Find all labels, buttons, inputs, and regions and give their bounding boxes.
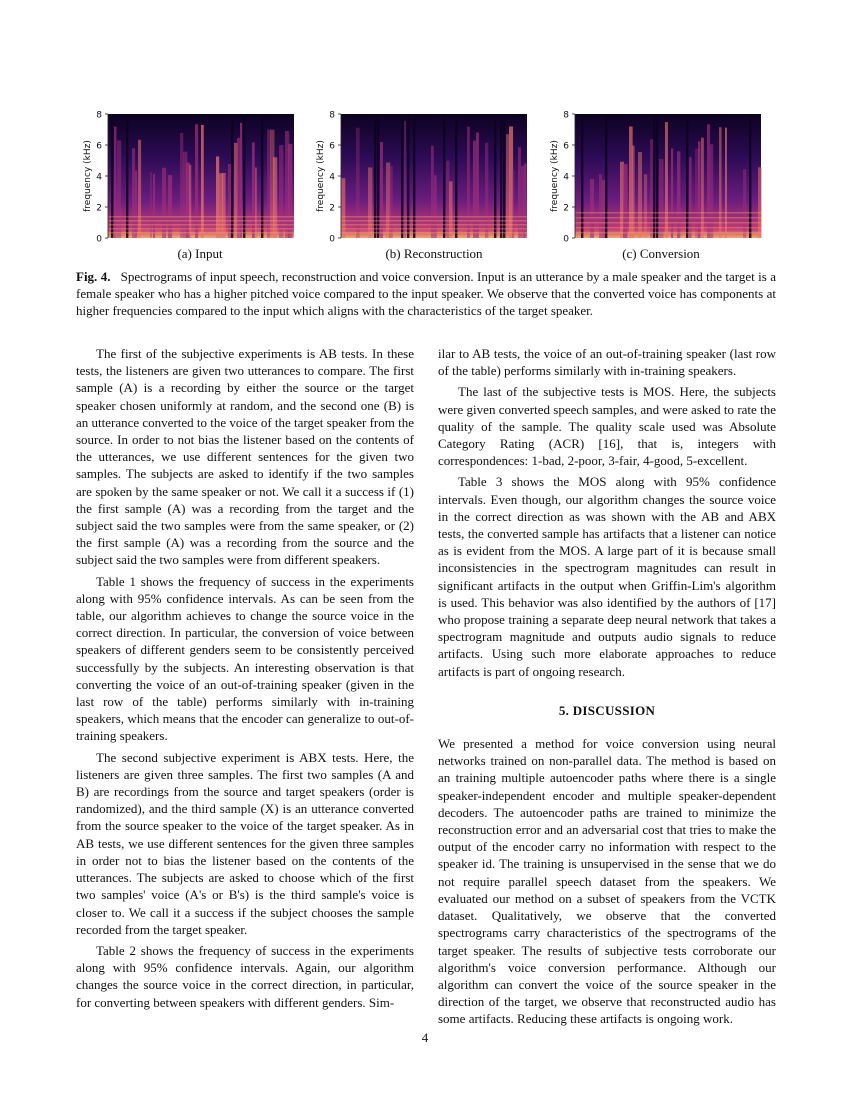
- y-tick-label: 0: [563, 234, 569, 245]
- y-tick-label: 2: [563, 203, 569, 214]
- y-tick-label: 6: [563, 141, 569, 152]
- spectrogram-image: [341, 114, 527, 238]
- y-tick-label: 6: [329, 141, 335, 152]
- y-tick-label: 4: [563, 172, 569, 183]
- subcaption-conversion: (c) Conversion: [622, 246, 700, 261]
- y-tick-label: 4: [329, 172, 335, 183]
- spectrogram-image: [575, 114, 762, 238]
- page-number: 4: [421, 1030, 429, 1045]
- y-tick-label: 0: [96, 234, 102, 245]
- section-heading-discussion: 5. DISCUSSION: [558, 702, 656, 718]
- paragraph-discussion: We presented a method for voice conversion using neural networks trained on non-parallel data. The method is based on an training multiple autoencoder paths where there is a single speaker-independent encoder and multiple speaker-dependent decoders. The autoencoder paths are trained to minimize the reconstruction error and an adversarial cost that tries to make the output of the encoder carry no information with respect to the speaker id. The training is unsupervised in the sense that we do not require parallel speech dataset from the speakers. We evaluated our method on a subset of speakers from the VCTK dataset. Qualitatively, we observe that the converted spectrograms carry characteristics of the spectrograms of the target speaker. The results of subjective tests corroborate our algorithm's voice conversion performance. Although our algorithm can convert the voice of the source speaker in the direction of the target, we observe that reconstructed audio has some artifacts. Reducing these artifacts is ongoing work.: [438, 736, 776, 1027]
- paragraph-ab-tests: The first of the subjective experiments is AB tests. In these tests, the listeners are given two utterances to compare. The first sample (A) is a recording by either the source or the target speaker chosen uniformly at random, and the second one (B) is an utterance converted to the voice of the target speaker from the source. In order to not bias the listener based on the contents of the utterances, we use different sentences for the given two samples. The subjects are asked to identify if the two samples are spoken by the same speaker or not. We call it a success if (1) the first sample (A) was a recording from the target and the subject said the two samples were from the same speaker, or (2) the first sample (A) was a recording from the source and the subject said the two samples were from different speakers.: [76, 346, 414, 568]
- spectrogram-panel-conversion: [547, 106, 773, 266]
- y-axis-label: frequency (kHz): [550, 140, 560, 212]
- y-tick-label: 2: [329, 203, 335, 214]
- y-axis-label: frequency (kHz): [316, 140, 326, 212]
- spectrogram-panel-input: [80, 106, 306, 266]
- y-tick-label: 0: [329, 234, 335, 245]
- figure-caption-text: Spectrograms of input speech, reconstruction and voice conversion. Input is an utterance by a male speaker and the target is a female speaker who has a higher pitched voice compared to the input speaker. We observe that the converted voice has components at higher frequencies compared to the input which aligns with the characteristics of the target speaker.: [76, 269, 776, 318]
- paragraph-table1: Table 1 shows the frequency of success in the experiments along with 95% confidence intervals. As can be seen from the table, our algorithm achieves to change the source voice in the correct direction. In particular, the conversion of voice between speakers of different genders seem to be consistently perceived successfully by the subjects. An interesting observation is that converting the voice of an out-of-training speaker (given in the last row of the table) performs similarly with in-training speakers, which means that the encoder can generalize to out-of-training speakers.: [76, 573, 414, 744]
- y-tick-label: 8: [329, 110, 335, 121]
- subcaption-input: (a) Input: [177, 246, 223, 261]
- y-tick-label: 8: [96, 110, 102, 121]
- y-tick-label: 4: [96, 172, 102, 183]
- spectrogram-panel-reconstruction: [313, 106, 539, 266]
- paragraph-table3: Table 3 shows the MOS along with 95% confidence intervals. Even though, our algorithm changes the source voice in the correct direction as was shown with the AB and ABX tests, the converted sample has artifacts that a listener can notice as is evident from the MOS. A large part of it is because small inconsistencies in the spectrogram magnitudes can result in significant artifacts in the output when Griffin-Lim's algorithm is used. This behavior was also identified by the authors of [17] who propose training a separate deep neural network that takes a spectrogram magnitude and outputs audio signals to reduce artifacts. Using such more elaborate approaches to reduce artifacts is part of ongoing research.: [438, 474, 776, 679]
- right-column: [438, 345, 776, 1032]
- paragraph-continuation: ilar to AB tests, the voice of an out-of-training speaker (last row of the table) performs similarly with in-training speakers.: [438, 346, 776, 379]
- figure-caption: [76, 268, 776, 319]
- spectrogram-conversion: [547, 106, 773, 246]
- paragraph-table2: Table 2 shows the frequency of success in the experiments along with 95% confidence intervals. Again, our algorithm changes the source voice in the correct direction, in particular, for converting between speakers with different genders. Sim-: [76, 942, 414, 1010]
- y-tick-label: 8: [563, 110, 569, 121]
- spectrogram-image: [108, 114, 294, 238]
- y-tick-label: 6: [96, 141, 102, 152]
- figure-caption-label: Fig. 4.: [76, 269, 111, 284]
- y-axis-label: frequency (kHz): [83, 140, 93, 212]
- spectrogram-input: [80, 106, 306, 246]
- paragraph-abx-tests: The second subjective experiment is ABX tests. Here, the listeners are given three samples. The first two samples (A and B) are recordings from the source and target speakers (order is randomized), and the third sample (X) is an utterance converted from the source speaker to the voice of the target speaker. As in AB tests, we use different sentences for the given three samples in order not to bias the listener based on the contents of the utterances. The subjects are asked to choose which of the first two samples' voice (A's or B's) is the third sample's voice is closer to. We call it a success if the subject chooses the sample recorded from the target speaker.: [76, 749, 414, 937]
- y-tick-label: 2: [96, 203, 102, 214]
- subcaption-reconstruction: (b) Reconstruction: [385, 246, 483, 261]
- spectrogram-reconstruction: [313, 106, 539, 246]
- paragraph-mos: The last of the subjective tests is MOS. Here, the subjects were given converted speech samples, and were asked to rate the quality of the sample. The quality scale used was Absolute Category Rating (ACR) [16], that is, integers with correspondences: 1-bad, 2-poor, 3-fair, 4-good, 5-excellent.: [438, 384, 776, 469]
- left-column: [76, 345, 414, 1015]
